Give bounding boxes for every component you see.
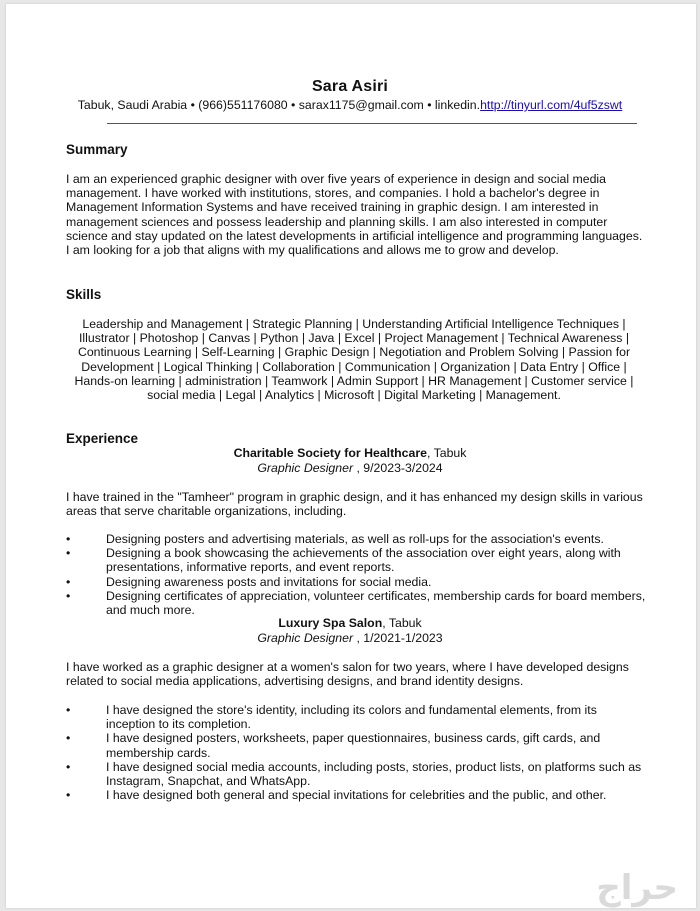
bullet-marker: • xyxy=(66,731,71,746)
list-item xyxy=(66,589,646,617)
list-item xyxy=(66,760,646,788)
header-divider xyxy=(107,123,637,124)
job-2-dates: , 1/2021-1/2023 xyxy=(353,631,443,645)
job-1-location: , Tabuk xyxy=(426,446,467,460)
job-1-role: Graphic Designer xyxy=(257,461,354,475)
skills-text: Leadership and Management | Strategic Planning | Understanding Artificial Intelligence Techniques | Illustrator | Photoshop | Canvas | Python | Java | Excel | Project Management | Technical Awareness | Continuous Learning | Self-Learning | Graphic Design | Negotiation and Problem Solving | Passion for Development | Logical Thinking | Collaboration | Communication | Organization | Data Entry | Office | Hands-on learning | administration | Teamwork | Admin Support | HR Management | Customer service | social media | Legal | Analytics | Microsoft | Digital Marketing | Management. xyxy=(74,317,634,403)
bullet-marker: • xyxy=(66,532,71,546)
job-1-role-line xyxy=(0,461,700,476)
job-2-company-line xyxy=(0,616,700,631)
job-2-role: Graphic Designer xyxy=(257,631,354,645)
bullet-text: I have designed social media accounts, including posts, stories, product lists, on platforms such as Instagram, Snapchat, and WhatsApp. xyxy=(106,759,642,789)
list-item xyxy=(66,575,646,589)
bullet-text: I have designed the store's identity, including its colors and fundamental elements, from its inception to its completion. xyxy=(106,703,597,732)
candidate-name: Sara Asiri xyxy=(311,78,389,95)
summary-heading: Summary xyxy=(66,142,128,157)
list-item xyxy=(66,532,646,546)
summary-text: I am an experienced graphic designer with over five years of experience in design and social media management. I have worked with institutions, stores, and companies. I hold a bachelor's degree in Management Information Systems and have received training in graphic design. I am interested in management sciences and possess leadership and planning skills. I am also interested in computer science and stay updated on the latest developments in artificial intelligence and programming languages. I am looking for a job that aligns with my qualifications and allows me to grow and develop. xyxy=(66,172,643,258)
job-1-bullet-list xyxy=(66,532,646,617)
job-2-role-line xyxy=(0,631,700,646)
skills-heading: Skills xyxy=(66,287,102,302)
bullet-marker: • xyxy=(66,546,71,561)
bullet-marker: • xyxy=(66,574,71,589)
job-2-bullet-list xyxy=(66,703,646,802)
job-1-company-line xyxy=(0,446,700,461)
bullet-text: Designing certificates of appreciation, volunteer certificates, membership cards for board members, and much more. xyxy=(106,588,646,618)
list-item xyxy=(66,546,646,574)
bullet-text: I have designed posters, worksheets, paper questionnaires, business cards, gift cards, and membership cards. xyxy=(106,731,601,760)
list-item xyxy=(66,731,646,759)
linkedin-link[interactable]: http://tinyurl.com/4uf5zswt xyxy=(480,98,623,112)
bullet-text: Designing posters and advertising materials, as well as roll-ups for the association's events. xyxy=(106,532,604,546)
contact-line xyxy=(0,98,700,112)
bullet-marker: • xyxy=(66,588,71,603)
haraj-watermark: حراج xyxy=(596,868,678,908)
bullet-text: Designing a book showcasing the achievements of the association over eight years, along with presentations, informative reports, and event reports. xyxy=(106,546,621,575)
list-item xyxy=(66,788,646,802)
job-2-description: I have worked as a graphic designer at a women's salon for two years, where I have developed designs related to social media applications, advertising designs, and brand identity designs. xyxy=(66,660,629,689)
experience-heading: Experience xyxy=(66,431,139,446)
list-item xyxy=(66,703,646,731)
job-1-description: I have trained in the "Tamheer" program in graphic design, and it has enhanced my design skills in various areas that serve charitable organizations, including. xyxy=(66,490,643,519)
contact-details: Tabuk, Saudi Arabia • (966)551176080 • sarax1175@gmail.com • linkedin. xyxy=(77,98,481,112)
job-1-dates: , 9/2023-3/2024 xyxy=(353,461,443,475)
job-2-location: , Tabuk xyxy=(382,616,422,630)
bullet-marker: • xyxy=(66,788,71,803)
job-1-company: Charitable Society for Healthcare xyxy=(233,446,427,460)
bullet-text: Designing awareness posts and invitations for social media. xyxy=(106,574,432,589)
bullet-text: I have designed both general and special invitations for celebrities and the public, and other. xyxy=(106,788,607,803)
bullet-marker: • xyxy=(66,759,71,774)
bullet-marker: • xyxy=(66,703,71,717)
job-2-company: Luxury Spa Salon xyxy=(278,616,383,630)
